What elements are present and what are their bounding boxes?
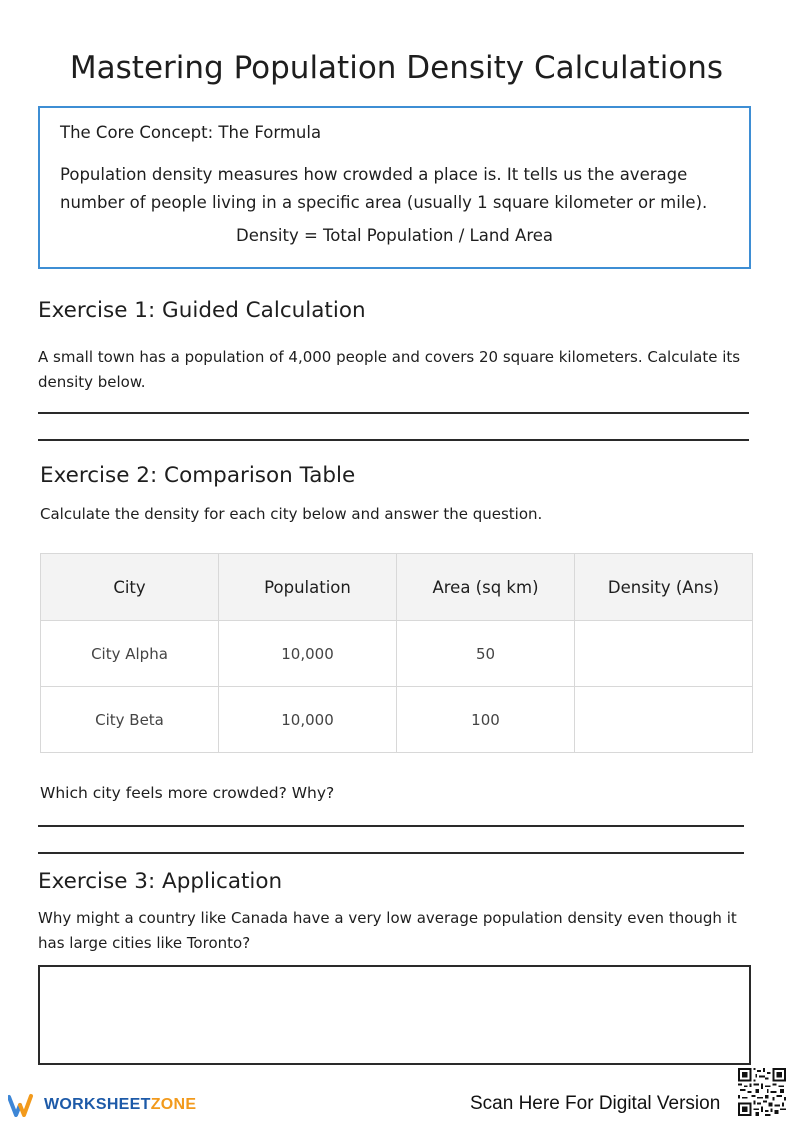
exercise1-answer-line-1[interactable]	[38, 412, 749, 414]
table-cell-population: 10,000	[219, 621, 397, 687]
logo-text-worksheet: WORKSHEET	[44, 1096, 151, 1113]
qr-code-icon[interactable]	[738, 1068, 786, 1116]
exercise2-answer-line-2[interactable]	[38, 852, 744, 854]
logo-w-icon	[8, 1093, 38, 1117]
concept-heading: The Core Concept: The Formula	[60, 123, 322, 142]
table-cell-population: 10,000	[219, 687, 397, 753]
exercise2-instructions: Calculate the density for each city below and answer the question.	[40, 505, 543, 523]
logo-text-zone: ZONE	[150, 1096, 197, 1113]
concept-text: Population density measures how crowded a place is. It tells us the average number of people living in a specific area (usually 1 square kilometer or mile).	[60, 165, 708, 212]
table-cell-area: 50	[397, 621, 575, 687]
density-formula: Density = Total Population / Land Area	[235, 226, 553, 245]
exercise1-answer-line-2[interactable]	[38, 439, 749, 441]
worksheet-zone-logo	[8, 1090, 196, 1120]
scan-instruction: Scan Here For Digital Version	[470, 1093, 721, 1114]
exercise1-text: A small town has a population of 4,000 people and covers 20 square kilometers. Calculate its density below.	[38, 348, 741, 391]
table-header-row	[41, 554, 753, 621]
exercise1-heading: Exercise 1: Guided Calculation	[38, 298, 366, 323]
table-header-cell: City	[41, 554, 219, 621]
concept-box	[38, 106, 751, 269]
table-cell-density-answer[interactable]	[575, 687, 753, 753]
exercise3-heading: Exercise 3: Application	[38, 869, 283, 894]
table-cell-city: City Beta	[41, 687, 219, 753]
exercise2-question: Which city feels more crowded? Why?	[40, 784, 335, 802]
table-header-cell: Density (Ans)	[575, 554, 753, 621]
table-cell-city: City Alpha	[41, 621, 219, 687]
exercise2-answer-line-1[interactable]	[38, 825, 744, 827]
table-header-cell: Population	[219, 554, 397, 621]
table-row	[41, 687, 753, 753]
table-header-cell: Area (sq km)	[397, 554, 575, 621]
table-cell-density-answer[interactable]	[575, 621, 753, 687]
table-cell-area: 100	[397, 687, 575, 753]
exercise3-text: Why might a country like Canada have a very low average population density even though it has large cities like Toronto?	[38, 909, 737, 952]
page-title: Mastering Population Density Calculations	[69, 50, 724, 86]
exercise2-heading: Exercise 2: Comparison Table	[40, 463, 356, 488]
exercise3-answer-box[interactable]	[38, 965, 751, 1065]
comparison-table	[40, 553, 753, 753]
table-row	[41, 621, 753, 687]
